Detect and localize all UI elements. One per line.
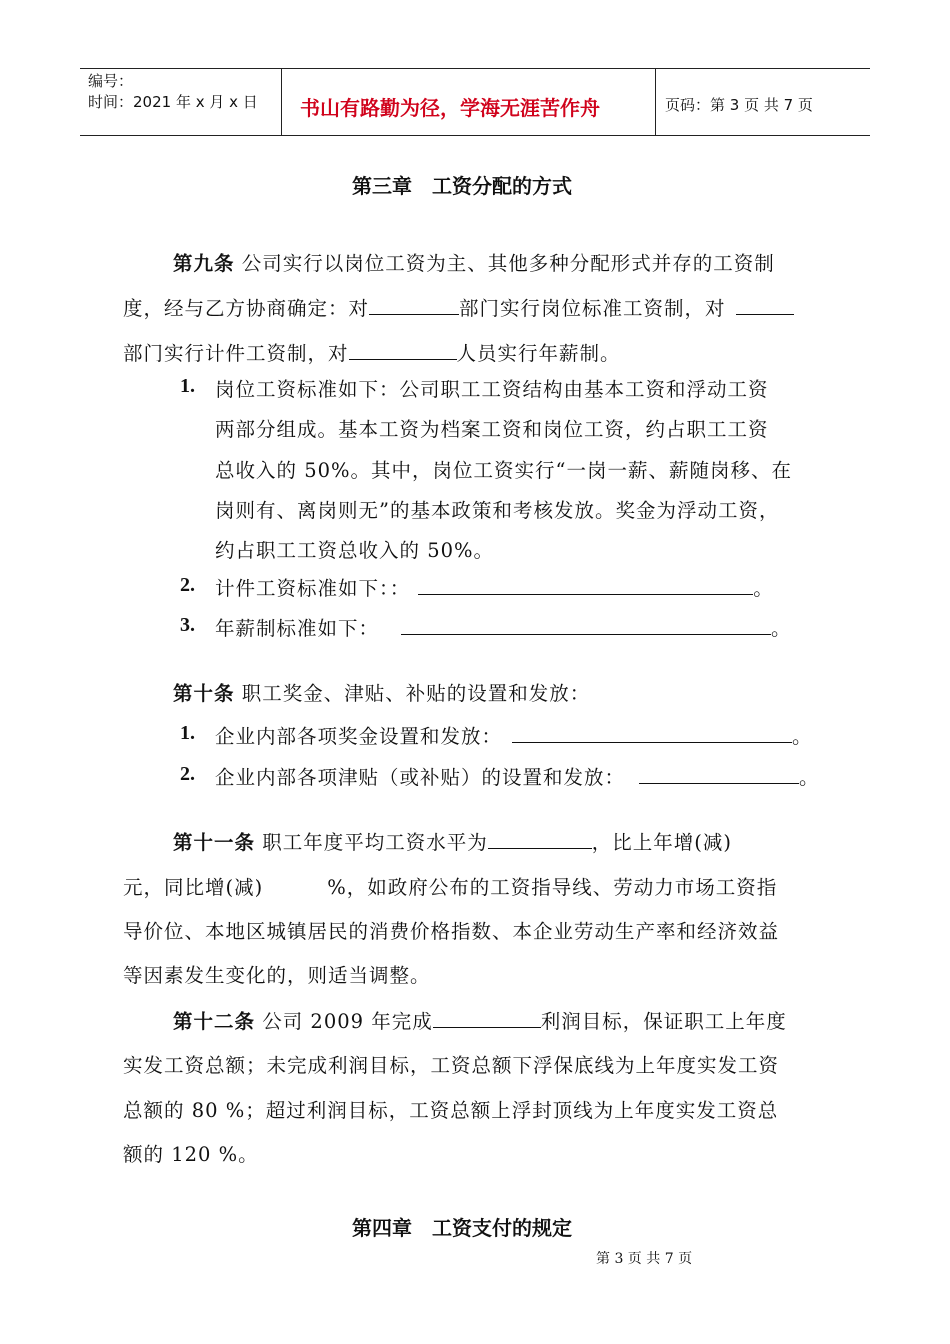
- article-9-item-2: 计件工资标准如下：： 。: [215, 577, 774, 600]
- fill-blank[interactable]: [433, 1009, 541, 1028]
- article-9-item-1-line-3: 总收入的 50%。其中，岗位工资实行“一岗一薪、薪随岗移、在: [215, 459, 793, 482]
- article-10-item-1-number: 1.: [180, 722, 195, 744]
- article-9-item-1-line-4: 岗则有、离岗则无”的基本政策和考核发放。奖金为浮动工资，: [215, 499, 780, 522]
- article-9-line-2: 度，经与乙方协商确定：对 部门实行岗位标准工资制，对: [123, 293, 794, 321]
- article-10-item-2: 企业内部各项津贴（或补贴）的设置和发放： 。: [215, 766, 820, 789]
- chapter-4-title: 第四章 工资支付的规定: [352, 1216, 572, 1240]
- article-11-line-4: 等因素发生变化的，则适当调整。: [123, 964, 431, 987]
- article-9-item-1-line-1: 岗位工资标准如下：公司职工工资结构由基本工资和浮动工资: [215, 378, 769, 401]
- header-divider-left: [281, 68, 282, 136]
- header-motto: 书山有路勤为径，学海无涯苦作舟: [300, 96, 600, 120]
- article-9-line-3: 部门实行计件工资制，对 人员实行年薪制。: [123, 342, 621, 365]
- article-9-heading: 第九条: [173, 252, 235, 275]
- article-9-item-2-number: 2.: [180, 574, 195, 596]
- fill-blank[interactable]: [369, 296, 459, 315]
- article-12-line-1: 第十二条 公司 2009 年完成 利润目标，保证职工上年度: [173, 1010, 787, 1033]
- article-11-line-1: 第十一条 职工年度平均工资水平为 ，比上年增(减): [173, 831, 732, 854]
- fill-blank[interactable]: [418, 576, 753, 595]
- article-10-item-1: 企业内部各项奖金设置和发放： 。: [215, 725, 813, 748]
- header-time-label: 时间：2021 年 x 月 x 日: [88, 93, 258, 111]
- article-10-item-2-number: 2.: [180, 763, 195, 785]
- article-10-heading: 第十条: [173, 682, 235, 705]
- article-12-line-3: 总额的 80 %；超过利润目标，工资总额上浮封顶线为上年度实发工资总: [123, 1099, 779, 1122]
- header-number-label: 编号：: [88, 72, 134, 90]
- header-page-label: 页码：第 3 页 共 7 页: [665, 96, 813, 114]
- article-12-line-4: 额的 120 %。: [123, 1143, 259, 1166]
- article-9-item-3: 年薪制标准如下： 。: [215, 617, 792, 640]
- chapter-3-title: 第三章 工资分配的方式: [352, 174, 572, 198]
- article-9-line-1: 第九条 公司实行以岗位工资为主、其他多种分配形式并存的工资制: [173, 252, 775, 275]
- header-top-border: [80, 68, 870, 69]
- fill-blank[interactable]: [401, 616, 771, 635]
- article-11-line-2: 元，同比增(减) %，如政府公布的工资指导线、劳动力市场工资指: [123, 876, 778, 899]
- fill-blank[interactable]: [639, 765, 799, 784]
- header-bottom-border: [80, 135, 870, 136]
- article-9-item-1-number: 1.: [180, 375, 195, 397]
- article-9-item-1-line-2: 两部分组成。基本工资为档案工资和岗位工资，约占职工工资: [215, 418, 769, 441]
- article-9-item-1-line-5: 约占职工工资总收入的 50%。: [215, 539, 495, 562]
- article-12-line-2: 实发工资总额；未完成利润目标，工资总额下浮保底线为上年度实发工资: [123, 1054, 780, 1077]
- page-footer: 第 3 页 共 7 页: [596, 1251, 693, 1267]
- article-11-heading: 第十一条: [173, 831, 256, 854]
- article-12-heading: 第十二条: [173, 1010, 256, 1033]
- article-11-line-3: 导价位、本地区城镇居民的消费价格指数、本企业劳动生产率和经济效益: [123, 920, 780, 943]
- fill-blank[interactable]: [488, 830, 592, 849]
- article-9-item-3-number: 3.: [180, 614, 195, 636]
- article-10-title: 第十条 职工奖金、津贴、补贴的设置和发放：: [173, 682, 591, 705]
- fill-blank[interactable]: [512, 724, 792, 743]
- fill-blank[interactable]: [736, 296, 794, 315]
- header-divider-right: [655, 68, 656, 136]
- fill-blank[interactable]: [349, 341, 457, 360]
